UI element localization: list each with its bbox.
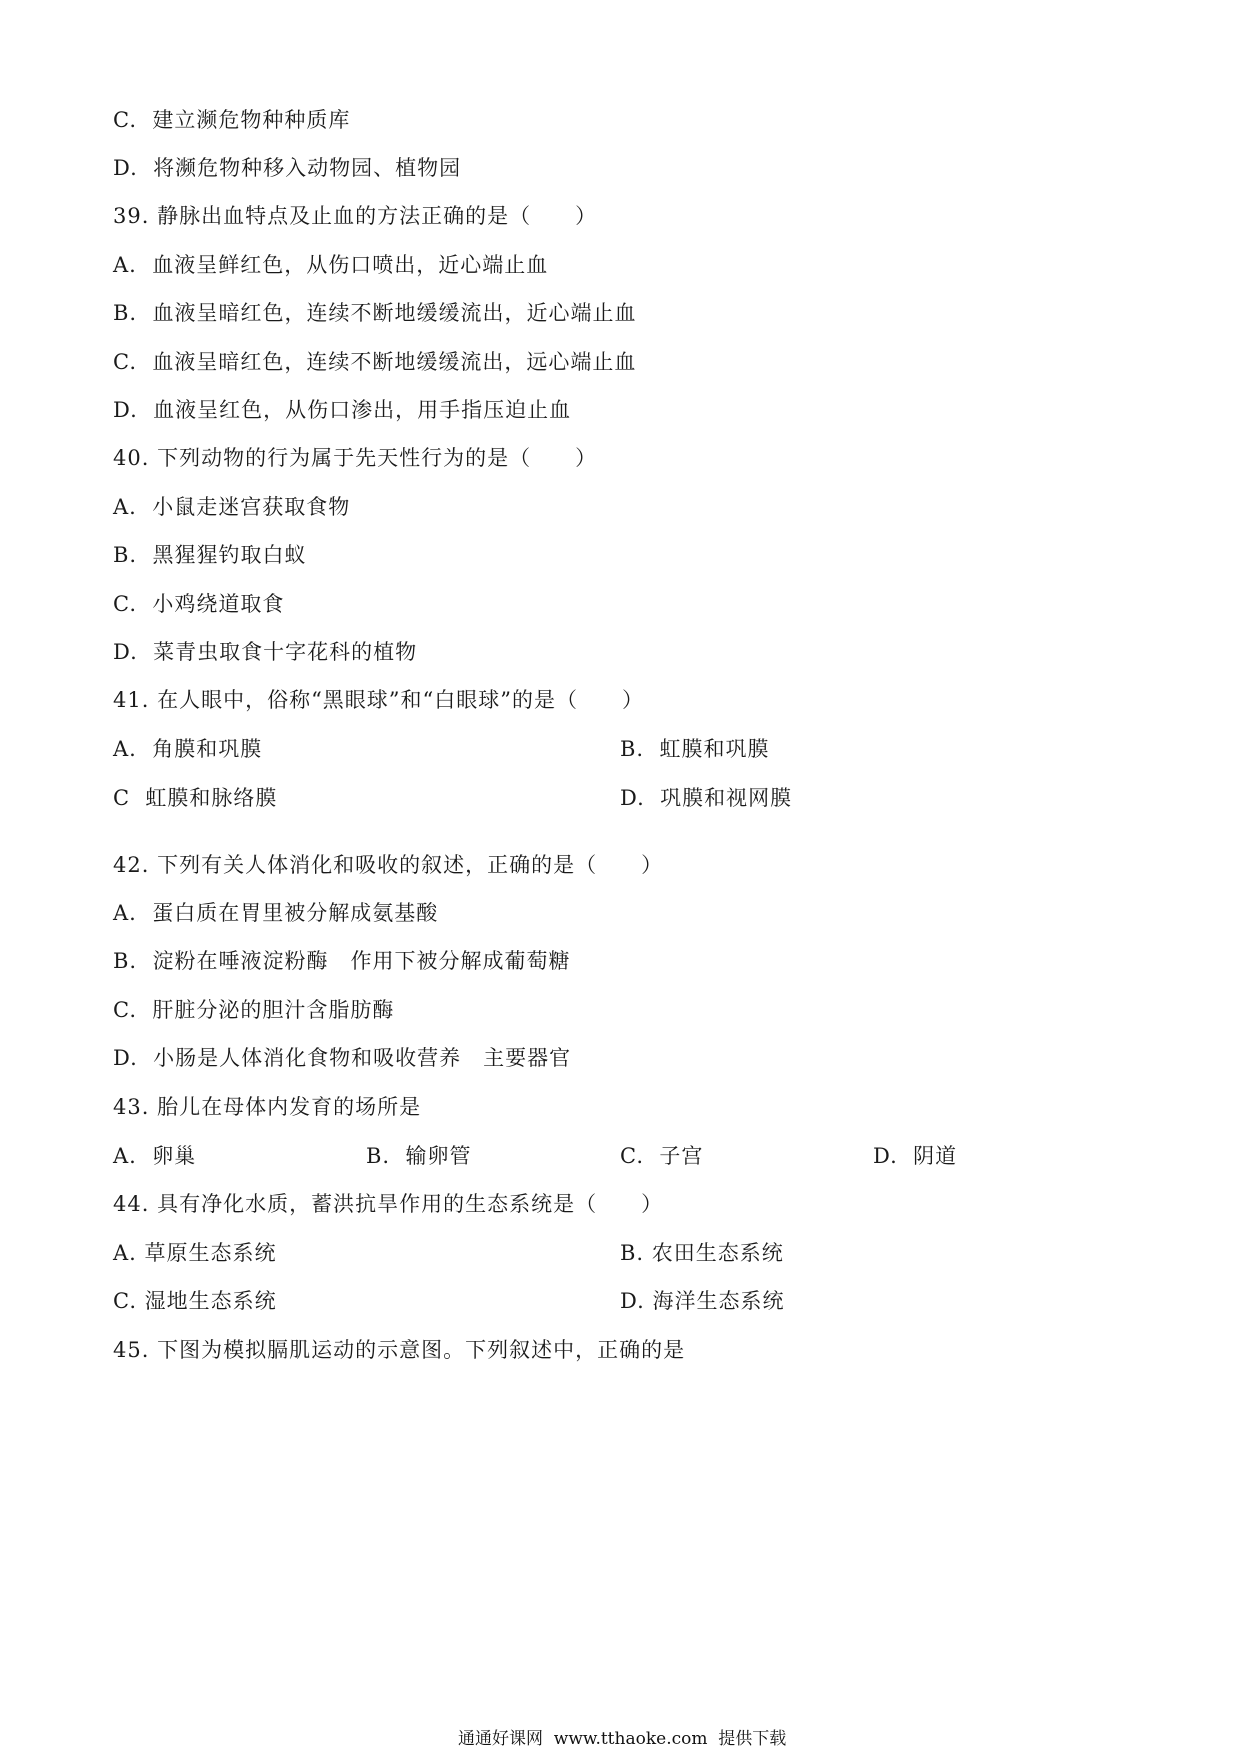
q42-option-c: C. 肝脏分泌的胆汁含脂肪酶: [113, 998, 395, 1022]
q41-option-b: B. 虹膜和巩膜: [620, 737, 770, 761]
q44-stem: 44. 具有净化水质，蓄洪抗旱作用的生态系统是（ ）: [113, 1192, 664, 1216]
q43-option-d: D. 阴道: [873, 1144, 958, 1168]
q40-stem: 40. 下列动物的行为属于先天性行为的是（ ）: [113, 446, 598, 470]
q42-stem: 42. 下列有关人体消化和吸收的叙述，正确的是（ ）: [113, 853, 664, 877]
q44-option-d: D. 海洋生态系统: [620, 1289, 785, 1313]
q42-option-d: D. 小肠是人体消化食物和吸收营养 主要器官: [113, 1046, 572, 1070]
q40-option-d: D. 菜青虫取食十字花科的植物: [113, 640, 418, 664]
q39-option-b: B. 血液呈暗红色，连续不断地缓缓流出，近心端止血: [113, 301, 637, 325]
q40-option-c: C. 小鸡绕道取食: [113, 592, 285, 616]
q43-option-b: B. 输卵管: [366, 1144, 472, 1168]
q39-option-a: A. 血液呈鲜红色，从伤口喷出，近心端止血: [113, 253, 549, 277]
q43-option-a: A. 卵巢: [113, 1144, 197, 1168]
q44-option-b: B. 农田生态系统: [620, 1241, 784, 1265]
q42-option-a: A. 蛋白质在胃里被分解成氨基酸: [113, 901, 439, 925]
q45-stem: 45. 下图为模拟膈肌运动的示意图。下列叙述中，正确的是: [113, 1338, 686, 1362]
q43-stem: 43. 胎儿在母体内发育的场所是: [113, 1095, 422, 1119]
q42-option-b: B. 淀粉在唾液淀粉酶 作用下被分解成葡萄糖: [113, 949, 571, 973]
q40-option-a: A. 小鼠走迷宫获取食物: [113, 495, 351, 519]
q38-option-c: C. 建立濒危物种种质库: [113, 108, 351, 132]
q41-stem: 41. 在人眼中，俗称“黑眼球”和“白眼球”的是（ ）: [113, 688, 645, 712]
q43-option-c: C. 子宫: [620, 1144, 704, 1168]
q39-option-c: C. 血液呈暗红色，连续不断地缓缓流出，远心端止血: [113, 350, 637, 374]
q40-option-b: B. 黑猩猩钓取白蚁: [113, 543, 307, 567]
q41-option-c: C 虹膜和脉络膜: [113, 786, 278, 810]
q44-option-a: A. 草原生态系统: [113, 1241, 277, 1265]
q39-option-d: D. 血液呈红色，从伤口渗出，用手指压迫止血: [113, 398, 572, 422]
q41-option-a: A. 角膜和巩膜: [113, 737, 263, 761]
page-footer: 通通好课网 www.tthaoke.com 提供下载: [458, 1729, 787, 1749]
q39-stem: 39. 静脉出血特点及止血的方法正确的是（ ）: [113, 204, 598, 228]
q44-option-c: C. 湿地生态系统: [113, 1289, 277, 1313]
q38-option-d: D. 将濒危物种移入动物园、植物园: [113, 156, 462, 180]
q41-option-d: D. 巩膜和视网膜: [620, 786, 793, 810]
